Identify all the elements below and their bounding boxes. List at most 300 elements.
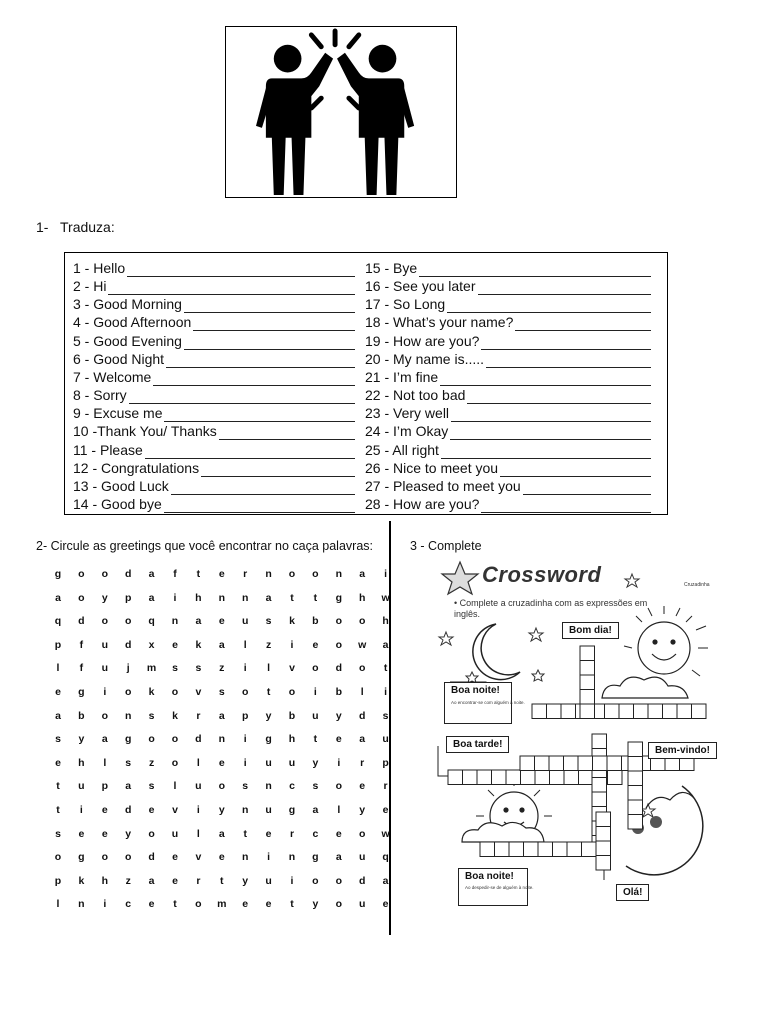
crossword-cell[interactable]	[509, 842, 524, 857]
word-search-letter[interactable]: g	[265, 733, 272, 746]
word-search-letter[interactable]: k	[289, 615, 295, 628]
word-search-letter[interactable]: a	[148, 874, 155, 887]
word-search-letter[interactable]: x	[148, 638, 155, 651]
word-search-letter[interactable]: a	[218, 638, 225, 651]
word-search-letter[interactable]: r	[360, 756, 365, 769]
word-search-letter[interactable]: e	[78, 827, 85, 840]
translation-blank[interactable]	[166, 355, 355, 368]
word-search-letter[interactable]: r	[383, 780, 388, 793]
word-search-letter[interactable]: y	[265, 709, 272, 722]
word-search-letter[interactable]: o	[312, 662, 319, 675]
word-search-letter[interactable]: i	[337, 756, 341, 769]
word-search-letter[interactable]: o	[218, 780, 225, 793]
crossword-cell[interactable]	[619, 704, 634, 719]
crossword-cell[interactable]	[535, 756, 550, 771]
crossword-cell[interactable]	[580, 646, 595, 661]
crossword-cell[interactable]	[628, 742, 643, 757]
word-search-letter[interactable]: o	[335, 898, 342, 911]
word-search-letter[interactable]: i	[196, 804, 200, 816]
word-search-letter[interactable]: e	[382, 804, 389, 816]
translation-blank[interactable]	[219, 427, 355, 440]
word-search-letter[interactable]: n	[265, 780, 272, 793]
translation-blank[interactable]	[441, 446, 651, 459]
word-search-letter[interactable]: l	[56, 898, 60, 911]
word-search-letter[interactable]: y	[218, 804, 225, 816]
crossword-cell[interactable]	[580, 675, 595, 690]
word-search-letter[interactable]: n	[265, 568, 272, 580]
word-search-letter[interactable]: i	[384, 568, 388, 580]
word-search-letter[interactable]: o	[335, 874, 342, 887]
crossword-cell[interactable]	[582, 842, 597, 857]
crossword-cell[interactable]	[532, 704, 547, 719]
word-search-letter[interactable]: g	[54, 568, 62, 580]
word-search-letter[interactable]: n	[288, 851, 296, 864]
crossword-cell[interactable]	[578, 756, 593, 771]
word-search-letter[interactable]: r	[196, 709, 201, 722]
word-search-letter[interactable]: l	[196, 827, 200, 840]
word-search-letter[interactable]: n	[335, 568, 342, 580]
word-search-letter[interactable]: o	[288, 568, 296, 580]
word-search-letter[interactable]: y	[78, 733, 85, 746]
word-search-letter[interactable]: m	[217, 898, 227, 911]
word-search-letter[interactable]: u	[101, 638, 108, 651]
translation-blank[interactable]	[481, 500, 651, 513]
word-search-letter[interactable]: p	[54, 638, 62, 651]
word-search-letter[interactable]: c	[312, 827, 319, 840]
word-search-letter[interactable]: n	[241, 591, 249, 604]
crossword-cell[interactable]	[607, 756, 622, 771]
word-search-letter[interactable]: u	[195, 780, 202, 793]
word-search-letter[interactable]: t	[266, 686, 271, 698]
word-search-letter[interactable]: p	[101, 780, 108, 793]
word-search-letter[interactable]: e	[242, 898, 249, 911]
word-search-letter[interactable]: d	[124, 804, 132, 816]
crossword-cell[interactable]	[492, 770, 507, 785]
word-search-letter[interactable]: d	[195, 733, 202, 746]
translation-blank[interactable]	[450, 427, 651, 440]
word-search-letter[interactable]: u	[265, 804, 272, 816]
word-search-letter[interactable]: n	[241, 804, 249, 816]
word-search-letter[interactable]: e	[359, 780, 366, 793]
word-search-letter[interactable]: t	[313, 733, 318, 746]
word-search-letter[interactable]: l	[360, 686, 364, 698]
word-search-letter[interactable]: d	[148, 851, 155, 864]
crossword-cell[interactable]	[605, 704, 620, 719]
word-search-letter[interactable]: l	[243, 638, 247, 651]
word-search-letter[interactable]: i	[290, 874, 294, 887]
word-search-letter[interactable]: w	[381, 591, 390, 604]
word-search-letter[interactable]: i	[290, 638, 294, 651]
word-search-letter[interactable]: e	[148, 898, 155, 911]
translation-blank[interactable]	[153, 373, 355, 386]
word-search-letter[interactable]: l	[173, 780, 177, 793]
word-search-letter[interactable]: h	[101, 874, 108, 887]
word-search-letter[interactable]: z	[148, 756, 155, 769]
word-search-letter[interactable]: s	[382, 709, 389, 722]
crossword-cell[interactable]	[692, 704, 707, 719]
word-search-letter[interactable]: l	[196, 756, 200, 769]
word-search-letter[interactable]: e	[172, 874, 178, 887]
word-search-letter[interactable]: u	[171, 827, 179, 840]
word-search-letter[interactable]: y	[335, 709, 342, 722]
word-search-letter[interactable]: i	[173, 591, 177, 604]
word-search-letter[interactable]: f	[79, 662, 84, 675]
word-search-letter[interactable]: u	[382, 733, 389, 746]
word-search-letter[interactable]: n	[218, 591, 225, 604]
crossword-cell[interactable]	[567, 842, 582, 857]
word-search-letter[interactable]: p	[124, 591, 132, 604]
word-search-letter[interactable]: i	[243, 662, 247, 675]
word-search-letter[interactable]: b	[288, 709, 296, 722]
word-search-letter[interactable]: t	[290, 898, 294, 911]
word-search-letter[interactable]: i	[267, 851, 271, 864]
word-search-letter[interactable]: c	[125, 898, 132, 911]
crossword-cell[interactable]	[561, 704, 576, 719]
word-search-letter[interactable]: i	[79, 804, 83, 816]
translation-blank[interactable]	[201, 464, 355, 477]
word-search-letter[interactable]: o	[358, 615, 366, 628]
crossword-cell[interactable]	[596, 841, 611, 856]
word-search-letter[interactable]: c	[289, 780, 295, 793]
word-search-letter[interactable]: q	[382, 851, 389, 864]
translation-blank[interactable]	[171, 482, 355, 495]
crossword-cell[interactable]	[521, 770, 536, 785]
word-search-letter[interactable]: g	[78, 851, 85, 864]
word-search-letter[interactable]: l	[267, 662, 271, 675]
word-search-letter[interactable]: y	[125, 827, 132, 840]
word-search-letter[interactable]: a	[55, 709, 61, 722]
word-search-letter[interactable]: o	[78, 591, 85, 604]
word-search-letter[interactable]: u	[288, 756, 296, 769]
word-search-letter[interactable]: o	[195, 898, 202, 911]
word-search-letter[interactable]: e	[312, 638, 319, 651]
crossword-cell[interactable]	[535, 770, 550, 785]
word-search-letter[interactable]: e	[55, 686, 61, 698]
word-search-letter[interactable]: v	[172, 804, 178, 816]
crossword-cell[interactable]	[547, 704, 562, 719]
word-search-letter[interactable]: b	[78, 709, 85, 722]
word-search-letter[interactable]: e	[335, 827, 342, 840]
crossword-cell[interactable]	[596, 812, 611, 827]
word-search-letter[interactable]: d	[358, 709, 366, 722]
word-search-letter[interactable]: m	[146, 662, 157, 675]
translation-blank[interactable]	[481, 337, 651, 350]
word-search-letter[interactable]: q	[148, 615, 155, 628]
word-search-letter[interactable]: u	[78, 780, 85, 793]
word-search-letter[interactable]: v	[195, 851, 202, 864]
crossword-cell[interactable]	[549, 756, 564, 771]
crossword-cell[interactable]	[592, 778, 607, 793]
crossword-cell[interactable]	[580, 661, 595, 676]
word-search-letter[interactable]: h	[78, 756, 85, 769]
word-search-letter[interactable]: k	[148, 686, 155, 698]
word-search-letter[interactable]: u	[241, 615, 249, 628]
word-search-letter[interactable]: d	[335, 662, 342, 675]
word-search-letter[interactable]: o	[101, 568, 108, 580]
crossword-cell[interactable]	[596, 856, 611, 871]
word-search-letter[interactable]: o	[171, 756, 179, 769]
word-search-letter[interactable]: o	[358, 662, 366, 675]
crossword-cell[interactable]	[593, 756, 608, 771]
word-search-letter[interactable]: a	[101, 733, 108, 746]
word-search-letter[interactable]: e	[218, 756, 225, 769]
word-search-letter[interactable]: s	[125, 756, 132, 769]
word-search-letter[interactable]: e	[55, 756, 61, 769]
translation-blank[interactable]	[515, 318, 651, 331]
word-search-letter[interactable]: t	[243, 827, 247, 840]
crossword-cell[interactable]	[524, 842, 539, 857]
crossword-cell[interactable]	[495, 842, 510, 857]
word-search-letter[interactable]: o	[335, 780, 342, 793]
word-search-letter[interactable]: o	[288, 686, 296, 698]
crossword-cell[interactable]	[628, 786, 643, 801]
translation-blank[interactable]	[164, 409, 355, 422]
word-search-letter[interactable]: k	[78, 874, 85, 887]
translation-blank[interactable]	[486, 355, 651, 368]
word-search-letter[interactable]: e	[265, 827, 272, 840]
word-search-letter[interactable]: i	[384, 686, 388, 698]
crossword-cell[interactable]	[663, 704, 678, 719]
word-search-letter[interactable]: h	[358, 591, 366, 604]
word-search-letter[interactable]: y	[312, 756, 319, 769]
word-search-letter[interactable]: o	[358, 827, 366, 840]
word-search-letter[interactable]: t	[56, 780, 60, 793]
word-search-letter[interactable]: d	[78, 615, 85, 628]
word-search-letter[interactable]: l	[103, 756, 107, 769]
word-search-letter[interactable]: s	[312, 780, 319, 793]
word-search-letter[interactable]: z	[125, 874, 131, 887]
word-search-letter[interactable]: u	[265, 756, 272, 769]
word-search-letter[interactable]: r	[196, 874, 201, 887]
word-search-letter[interactable]: o	[335, 615, 342, 628]
word-search-letter[interactable]: o	[241, 686, 249, 698]
word-search-letter[interactable]: o	[101, 851, 108, 864]
crossword-cell[interactable]	[550, 770, 565, 785]
word-search-letter[interactable]: y	[359, 804, 366, 816]
word-search-letter[interactable]: a	[265, 591, 272, 604]
word-search-letter[interactable]: a	[218, 827, 225, 840]
translation-blank[interactable]	[184, 300, 355, 313]
word-search-letter[interactable]: t	[220, 874, 224, 887]
word-search-letter[interactable]: s	[195, 662, 202, 675]
crossword-cell[interactable]	[592, 792, 607, 807]
word-search-letter[interactable]: o	[148, 827, 155, 840]
word-search-letter[interactable]: a	[125, 780, 132, 793]
word-search-letter[interactable]: o	[124, 615, 132, 628]
word-search-letter[interactable]: o	[312, 568, 319, 580]
word-search-letter[interactable]: z	[265, 638, 272, 651]
translation-blank[interactable]	[127, 264, 355, 277]
word-search-letter[interactable]: o	[78, 568, 85, 580]
translation-blank[interactable]	[500, 464, 651, 477]
crossword-cell[interactable]	[579, 770, 594, 785]
word-search-letter[interactable]: a	[359, 733, 366, 746]
word-search-letter[interactable]: n	[124, 709, 132, 722]
word-search-letter[interactable]: e	[265, 898, 272, 911]
crossword-cell[interactable]	[580, 690, 595, 705]
crossword-cell[interactable]	[592, 734, 607, 749]
word-search-letter[interactable]: n	[218, 733, 225, 746]
word-search-letter[interactable]: t	[383, 662, 388, 675]
word-search-letter[interactable]: w	[381, 827, 390, 840]
translation-blank[interactable]	[447, 300, 651, 313]
word-search-letter[interactable]: e	[148, 804, 155, 816]
word-search-letter[interactable]: o	[124, 851, 132, 864]
word-search-letter[interactable]: s	[55, 733, 61, 746]
word-search-letter[interactable]: r	[243, 568, 248, 580]
word-search-letter[interactable]: a	[335, 851, 342, 864]
word-search-letter[interactable]: o	[101, 615, 108, 628]
word-search-letter[interactable]: e	[172, 638, 178, 651]
word-search-letter[interactable]: u	[101, 662, 108, 675]
word-search-letter[interactable]: l	[337, 804, 341, 816]
translation-blank[interactable]	[467, 391, 651, 404]
word-search-letter[interactable]: o	[171, 686, 179, 698]
word-search-letter[interactable]: h	[195, 591, 202, 604]
translation-blank[interactable]	[419, 264, 651, 277]
word-search-letter[interactable]: i	[313, 686, 317, 698]
translation-blank[interactable]	[184, 337, 355, 350]
word-search-letter[interactable]: e	[101, 827, 108, 840]
word-search-letter[interactable]: e	[172, 851, 178, 864]
word-search-letter[interactable]: i	[243, 733, 247, 746]
word-search-letter[interactable]: y	[242, 874, 249, 887]
word-search-letter[interactable]: e	[101, 804, 108, 816]
word-search-letter[interactable]: b	[312, 615, 319, 628]
translation-blank[interactable]	[440, 373, 651, 386]
word-search-letter[interactable]: g	[288, 804, 296, 816]
word-search-letter[interactable]: a	[55, 591, 61, 604]
word-search-letter[interactable]: a	[195, 615, 202, 628]
word-search-letter[interactable]: y	[101, 591, 108, 604]
word-search-letter[interactable]: j	[126, 662, 130, 675]
word-search-letter[interactable]: s	[148, 780, 155, 793]
word-search-letter[interactable]: v	[289, 662, 295, 675]
word-search-letter[interactable]: o	[335, 638, 342, 651]
crossword-cell[interactable]	[608, 770, 623, 785]
word-search-letter[interactable]: a	[312, 804, 319, 816]
word-search-letter[interactable]: d	[124, 568, 132, 580]
crossword-cell[interactable]	[648, 704, 663, 719]
word-search-letter[interactable]: t	[56, 804, 60, 816]
crossword-cell[interactable]	[628, 815, 643, 830]
word-search-letter[interactable]: d	[124, 638, 132, 651]
word-search-letter[interactable]: n	[241, 851, 249, 864]
word-search-letter[interactable]: f	[173, 568, 177, 580]
translation-blank[interactable]	[478, 282, 651, 295]
crossword-cell[interactable]	[677, 704, 692, 719]
word-search-letter[interactable]: i	[103, 898, 107, 911]
crossword-cell[interactable]	[480, 842, 495, 857]
word-search-letter[interactable]: a	[148, 591, 155, 604]
word-search-letter[interactable]: t	[173, 898, 177, 911]
word-search-letter[interactable]: z	[219, 662, 225, 675]
word-search-letter[interactable]: u	[265, 874, 272, 887]
word-search-letter[interactable]: q	[54, 615, 62, 628]
crossword-cell[interactable]	[628, 771, 643, 786]
word-search-letter[interactable]: s	[148, 709, 155, 722]
crossword-cell[interactable]	[580, 704, 595, 719]
crossword-cell[interactable]	[520, 756, 535, 771]
word-search-letter[interactable]: t	[313, 591, 318, 604]
word-search-letter[interactable]: t	[196, 568, 201, 580]
word-search-letter[interactable]: h	[382, 615, 389, 628]
crossword-cell[interactable]	[564, 770, 579, 785]
word-search-letter[interactable]: o	[171, 733, 179, 746]
word-search-letter[interactable]: f	[79, 638, 84, 651]
word-search-letter[interactable]: g	[78, 686, 85, 698]
word-search-letter[interactable]: e	[382, 898, 389, 911]
word-search-letter[interactable]: g	[312, 851, 319, 864]
crossword-cell[interactable]	[477, 770, 492, 785]
word-search-letter[interactable]: s	[265, 615, 272, 628]
word-search-letter[interactable]: l	[56, 662, 60, 675]
word-search-letter[interactable]: o	[148, 733, 155, 746]
translation-blank[interactable]	[451, 409, 651, 422]
word-search-letter[interactable]: v	[195, 686, 202, 698]
word-search-letter[interactable]: a	[218, 709, 225, 722]
word-search-letter[interactable]: u	[358, 898, 366, 911]
translation-blank[interactable]	[164, 500, 355, 513]
word-search-letter[interactable]: d	[358, 874, 366, 887]
word-search-letter[interactable]: o	[312, 874, 319, 887]
translation-blank[interactable]	[193, 318, 355, 331]
word-search-letter[interactable]: s	[242, 780, 249, 793]
word-search-letter[interactable]: t	[290, 591, 294, 604]
translation-blank[interactable]	[523, 482, 651, 495]
translation-blank[interactable]	[145, 446, 355, 459]
word-search-letter[interactable]: p	[54, 874, 62, 887]
word-search-letter[interactable]: a	[359, 568, 366, 580]
word-search-letter[interactable]: g	[124, 733, 132, 746]
word-search-letter[interactable]: s	[55, 827, 61, 840]
word-search-letter[interactable]: o	[54, 851, 62, 864]
word-search-letter[interactable]: o	[101, 709, 108, 722]
word-search-letter[interactable]: k	[172, 709, 178, 722]
crossword-cell[interactable]	[506, 770, 521, 785]
crossword-cell[interactable]	[628, 800, 643, 815]
crossword-cell[interactable]	[634, 704, 649, 719]
crossword-cell[interactable]	[596, 827, 611, 842]
word-search-letter[interactable]: u	[312, 709, 319, 722]
crossword-cell[interactable]	[628, 757, 643, 772]
translation-blank[interactable]	[108, 282, 355, 295]
word-search-letter[interactable]: g	[335, 591, 342, 604]
word-search-letter[interactable]: b	[335, 686, 342, 698]
crossword-cell[interactable]	[448, 770, 463, 785]
word-search-letter[interactable]: w	[358, 638, 367, 651]
word-search-letter[interactable]: a	[148, 568, 155, 580]
word-search-letter[interactable]: p	[382, 756, 389, 769]
crossword-cell[interactable]	[564, 756, 579, 771]
crossword-cell[interactable]	[538, 842, 553, 857]
word-search-letter[interactable]: e	[218, 615, 225, 628]
word-search-letter[interactable]: e	[218, 568, 225, 580]
word-search-letter[interactable]: e	[335, 733, 342, 746]
word-search-letter[interactable]: s	[172, 662, 178, 675]
word-search-letter[interactable]: a	[382, 638, 389, 651]
word-search-letter[interactable]: e	[218, 851, 225, 864]
word-search-letter[interactable]: h	[288, 733, 296, 746]
translation-blank[interactable]	[129, 391, 355, 404]
word-search-letter[interactable]: a	[382, 874, 389, 887]
word-search-letter[interactable]: p	[241, 709, 249, 722]
word-search-letter[interactable]: r	[289, 827, 295, 840]
word-search-letter[interactable]: i	[243, 756, 247, 769]
word-search-letter[interactable]: o	[124, 686, 132, 698]
word-search-letter[interactable]: i	[103, 686, 107, 698]
crossword-cell[interactable]	[553, 842, 568, 857]
